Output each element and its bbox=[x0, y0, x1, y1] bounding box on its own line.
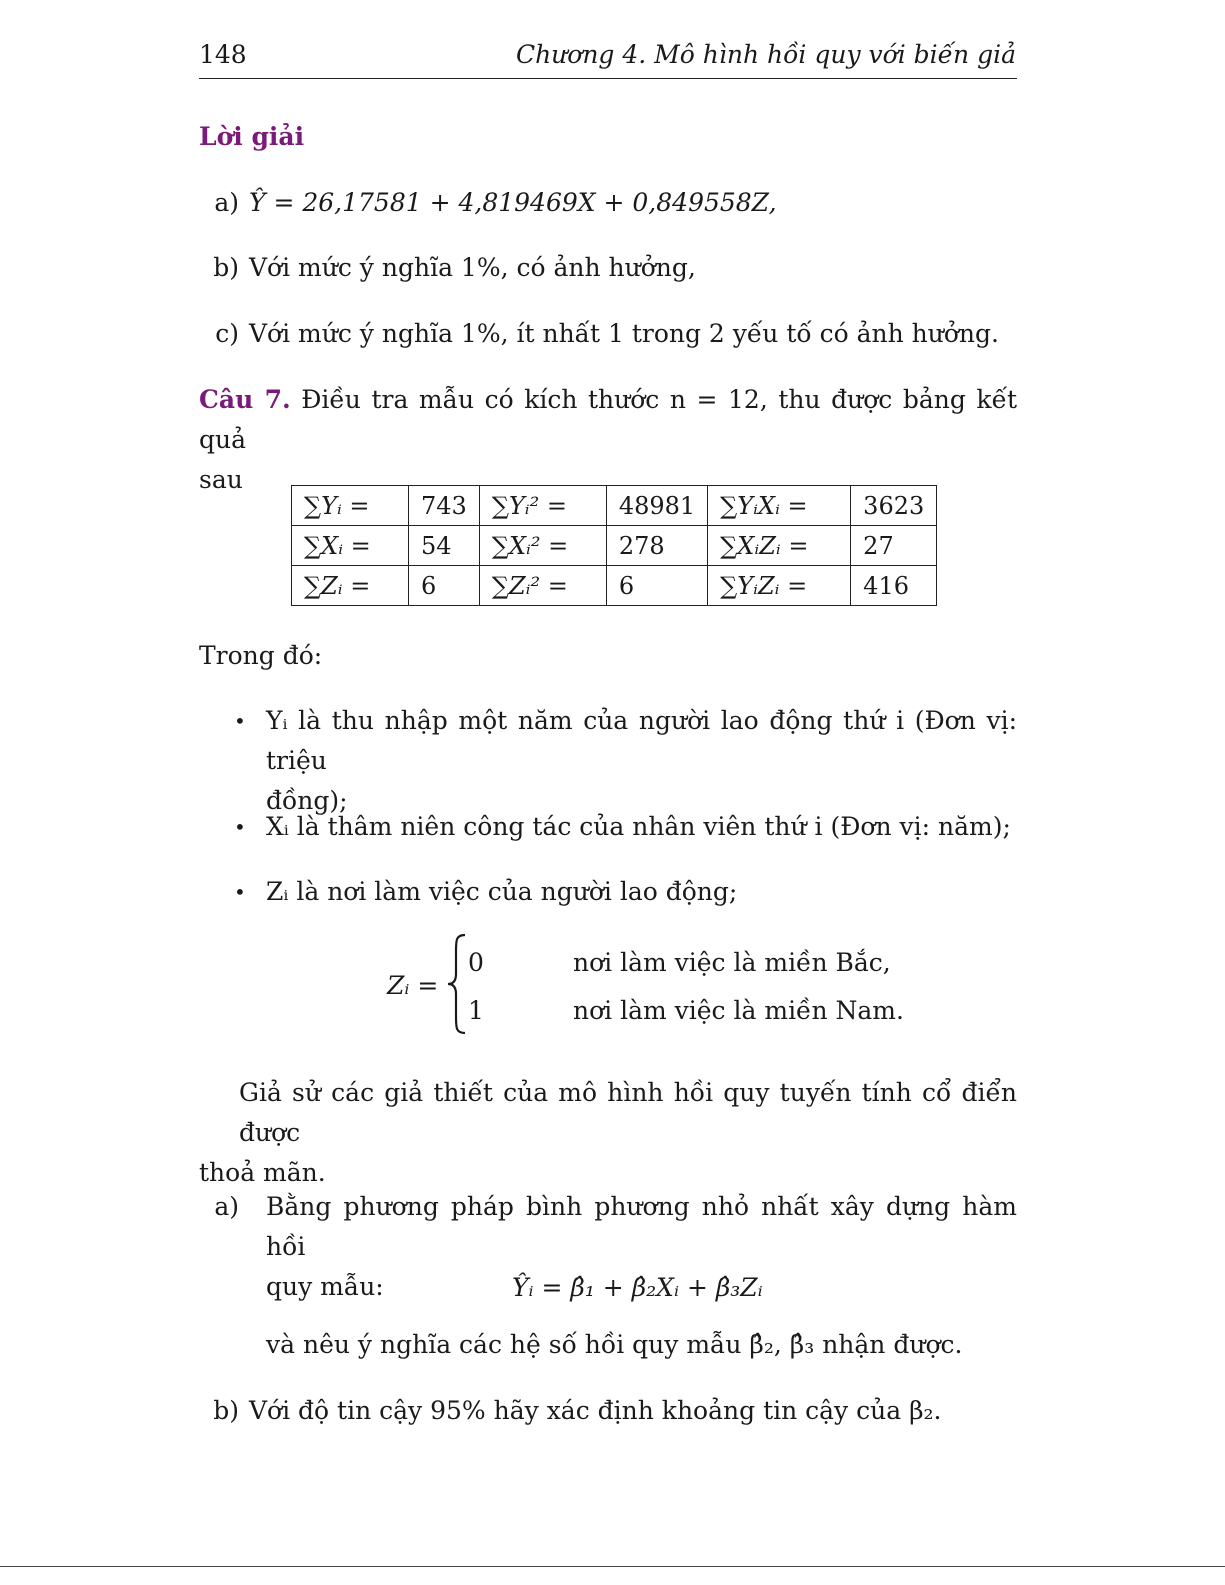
table-cell: ∑YᵢZᵢ = bbox=[708, 566, 851, 606]
case-1-text: nơi làm việc là miền Nam. bbox=[573, 996, 904, 1025]
bullet-dot: • bbox=[234, 880, 246, 904]
table-row bbox=[292, 486, 937, 526]
piecewise-lhs: Zᵢ = bbox=[387, 971, 439, 1000]
bullet-seniority: Xᵢ là thâm niên công tác của nhân viên thứ i (Đơn vị: năm); bbox=[266, 812, 1011, 841]
solution-b-text: Với mức ý nghĩa 1%, có ảnh hưởng, bbox=[249, 253, 696, 282]
solution-heading: Lời giải bbox=[199, 122, 305, 151]
solution-item-b bbox=[199, 248, 696, 288]
solution-c-label: c) bbox=[215, 319, 239, 348]
table-cell: ∑XᵢZᵢ = bbox=[708, 526, 851, 566]
table-cell: 743 bbox=[409, 486, 480, 526]
table-cell: ∑Yᵢ² = bbox=[479, 486, 606, 526]
bullet-dot: • bbox=[234, 815, 246, 839]
task-a-line3: và nêu ý nghĩa các hệ số hồi quy mẫu β̂₂, β̂₃ nhận được. bbox=[266, 1330, 963, 1359]
table-cell: ∑Xᵢ = bbox=[292, 526, 409, 566]
task-a-label: a) bbox=[214, 1192, 239, 1221]
assumption-paragraph bbox=[199, 1073, 1017, 1193]
task-a-line1: Bằng phương pháp bình phương nhỏ nhất xây dựng hàm hồi bbox=[266, 1192, 1017, 1261]
where-label: Trong đó: bbox=[199, 641, 323, 670]
table-cell: ∑YᵢXᵢ = bbox=[708, 486, 851, 526]
solution-a-formula: Ŷ = 26,17581 + 4,819469X + 0,849558Z, bbox=[249, 188, 777, 217]
task-a-label-wrap bbox=[199, 1187, 249, 1227]
header-rule bbox=[199, 78, 1017, 79]
table-row bbox=[292, 526, 937, 566]
solution-a-label: a) bbox=[214, 188, 239, 217]
bullet-dot: • bbox=[234, 709, 246, 733]
task-b-label: b) bbox=[213, 1396, 239, 1425]
table-cell: ∑Zᵢ = bbox=[292, 566, 409, 606]
table-cell: 3623 bbox=[851, 486, 937, 526]
bullet-income bbox=[266, 701, 1017, 821]
table-row bbox=[292, 566, 937, 606]
bottom-edge-rule bbox=[0, 1566, 1225, 1567]
table-cell: 54 bbox=[409, 526, 480, 566]
table-cell: 416 bbox=[851, 566, 937, 606]
case-0-value: 0 bbox=[468, 948, 484, 977]
case-1-value: 1 bbox=[468, 996, 484, 1025]
table-cell: 278 bbox=[606, 526, 707, 566]
task-b bbox=[199, 1391, 942, 1431]
table-cell: ∑Zᵢ² = bbox=[479, 566, 606, 606]
task-b-text: Với độ tin cậy 95% hãy xác định khoảng tin cậy của β₂. bbox=[249, 1396, 942, 1425]
case-0-text: nơi làm việc là miền Bắc, bbox=[573, 948, 891, 977]
assumption-line1: Giả sử các giả thiết của mô hình hồi quy tuyến tính cổ điển được bbox=[239, 1078, 1017, 1147]
left-brace bbox=[445, 932, 469, 1036]
solution-item-c bbox=[199, 314, 999, 354]
question-intro bbox=[199, 380, 1017, 500]
table-cell: ∑Xᵢ² = bbox=[479, 526, 606, 566]
bullet-income-line2: đồng); bbox=[266, 786, 348, 815]
table-cell: ∑Yᵢ = bbox=[292, 486, 409, 526]
table-cell: 48981 bbox=[606, 486, 707, 526]
bullet-income-line1: Yᵢ là thu nhập một năm của người lao động thứ i (Đơn vị: triệu bbox=[266, 706, 1017, 775]
assumption-line2: thoả mãn. bbox=[199, 1158, 326, 1187]
page-number: 148 bbox=[199, 40, 247, 69]
solution-b-label: b) bbox=[213, 253, 239, 282]
bullet-workplace: Zᵢ là nơi làm việc của người lao động; bbox=[266, 877, 738, 906]
chapter-title: Chương 4. Mô hình hồi quy với biến giả bbox=[515, 40, 1016, 69]
table-cell: 27 bbox=[851, 526, 937, 566]
question-intro-line1: Điều tra mẫu có kích thước n = 12, thu được bảng kết quả bbox=[199, 385, 1017, 454]
sums-table bbox=[291, 485, 937, 606]
question-intro-line2: sau bbox=[199, 465, 243, 494]
table-cell: 6 bbox=[606, 566, 707, 606]
solution-item-a bbox=[199, 183, 777, 223]
task-a-line2: quy mẫu: bbox=[266, 1272, 384, 1301]
solution-c-text: Với mức ý nghĩa 1%, ít nhất 1 trong 2 yếu tố có ảnh hưởng. bbox=[249, 319, 999, 348]
task-a-formula: Ŷᵢ = β̂₁ + β̂₂Xᵢ + β̂₃Zᵢ bbox=[512, 1273, 763, 1302]
question-title: Câu 7. bbox=[199, 385, 291, 414]
table-cell: 6 bbox=[409, 566, 480, 606]
